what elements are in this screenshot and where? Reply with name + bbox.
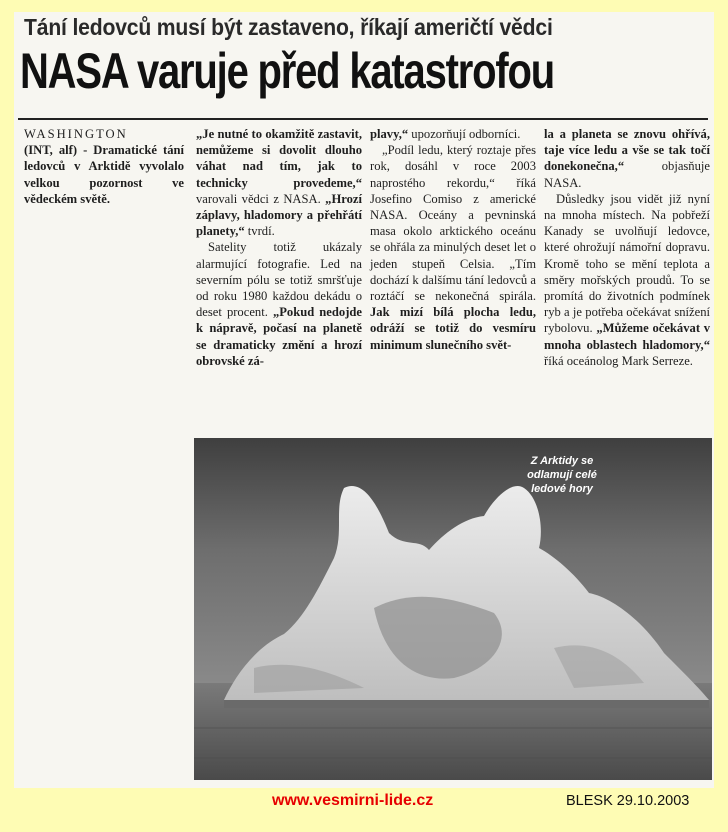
headline-divider xyxy=(18,118,708,120)
iceberg-photo xyxy=(194,438,712,780)
article-column-1 xyxy=(24,126,184,207)
dateline: WASHINGTON xyxy=(24,127,128,141)
body-text: objasňuje NASA. xyxy=(544,159,710,190)
article-subheadline: Tání ledovců musí být zastaveno, říkají američtí vědci xyxy=(24,14,553,40)
article-column-2 xyxy=(196,126,362,369)
body-text: „Podíl ledu, který roztaje přes rok, dosáhl v roce 2003 naprostého rekordu,“ říká Josefino Comiso z americké NASA. Oceány a pevninská masa okolo arktického oceánu se ohřála za minulých deset let o jeden stupeň Celsia. „Tím dochází k dalšímu tání ledovců a roztáčí se nekonečná spirála. xyxy=(370,143,536,304)
article-column-4 xyxy=(544,126,710,369)
quote: „Hrozí záplavy, hladomory a přehřátí planety,“ xyxy=(196,191,362,239)
paragraph xyxy=(196,239,362,369)
paragraph xyxy=(544,126,710,191)
quote: „Můžeme očekávat v mnoha oblastech hladomory,“ xyxy=(544,321,710,352)
lead-text: (INT, alf) - Dramatické tání ledovců v Arktidě vyvolalo velkou pozornost ve vědeckém světě. xyxy=(24,143,184,206)
photo-caption: Z Arktidy se odlamují celé ledové hory xyxy=(527,455,597,495)
paragraph xyxy=(544,191,710,369)
quote: plavy,“ xyxy=(370,127,409,141)
website-link[interactable]: www.vesmirni-lide.cz xyxy=(272,792,434,809)
paragraph xyxy=(370,126,536,142)
body-text: Satelity totiž ukázaly alarmující fotografie. Led na severním pólu se totiž smršťuje od roku 1980 každou dekádu o deset procent. xyxy=(196,240,362,320)
paragraph xyxy=(196,126,362,239)
iceberg-illustration xyxy=(194,438,712,780)
quote: la a planeta se znovu ohřívá, taje více ledu a vše se tak točí donekonečna,“ xyxy=(544,127,710,174)
body-text: říká oceánolog Mark Serreze. xyxy=(544,353,693,368)
article-column-3 xyxy=(370,126,536,353)
article-headline: NASA varuje před katastrofou xyxy=(20,43,554,99)
body-text: Důsledky jsou vidět již nyní na mnoha místech. Na pobřeží Kanady se uvolňují ledovce, které ohrožují námořní dopravu. Kromě toho se mění teplota a směry mořských proudů. To se promítá do životních podmínek ryb a je potřeba očekávat snížení rybolovu. xyxy=(544,191,710,336)
body-text: varovali vědci z NASA. xyxy=(196,191,326,206)
body-text: tvrdí. xyxy=(244,224,275,239)
quote: Jak mizí bílá plocha ledu, odráží se totiž do vesmíru minimum slunečního svět- xyxy=(370,305,536,352)
paragraph xyxy=(370,142,536,353)
quote: „Pokud nedojde k nápravě, počasí na planetě se dramaticky změní a hrozí obrovské zá- xyxy=(196,305,362,368)
body-text: upozorňují odborníci. xyxy=(408,127,521,141)
quote: „Je nutné to okamžitě zastavit, nemůžeme si dovolit dlouho váhat nad tím, jak to technicky provedeme,“ xyxy=(196,127,362,190)
source-citation: BLESK 29.10.2003 xyxy=(566,793,690,809)
lead-paragraph xyxy=(24,126,184,207)
